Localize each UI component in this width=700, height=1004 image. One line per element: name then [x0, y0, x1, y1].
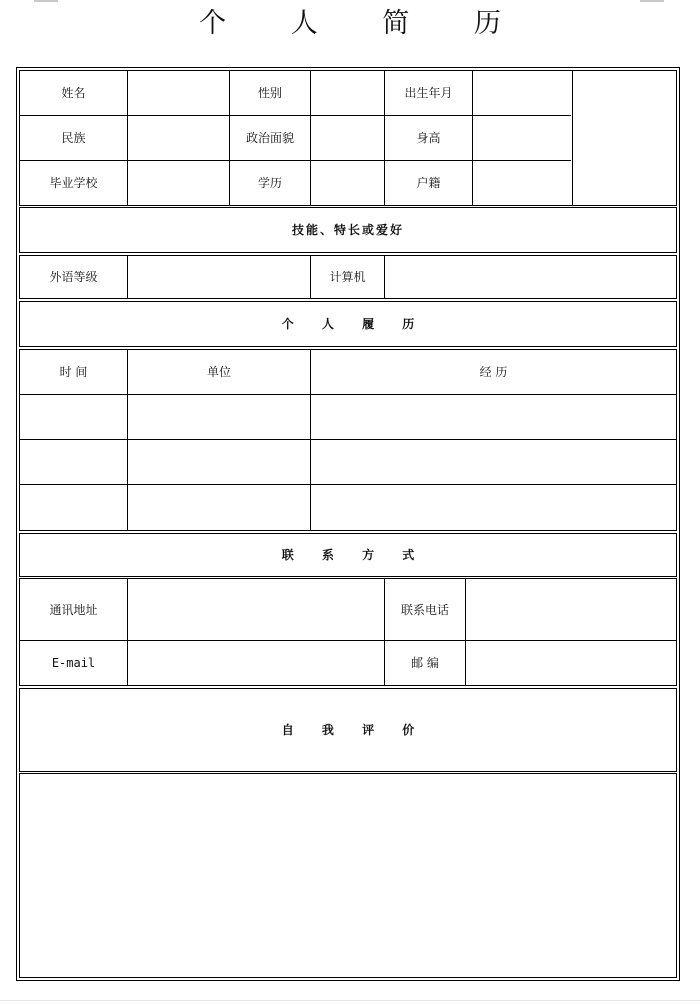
- postcode-field[interactable]: [466, 641, 676, 685]
- self-eval-header-box: [19, 688, 677, 772]
- ethnicity-field[interactable]: [128, 116, 229, 160]
- history-header: 个 人 履 历: [281, 317, 427, 331]
- gender-label: 性别: [257, 86, 282, 100]
- history-row-3-experience[interactable]: [311, 485, 676, 530]
- school-label: 毕业学校: [49, 176, 98, 190]
- school-field[interactable]: [128, 161, 229, 205]
- hukou-label: 户籍: [416, 176, 441, 190]
- language-label: 外语等级: [49, 270, 98, 284]
- birth-label: 出生年月: [404, 86, 453, 100]
- history-row-1-experience[interactable]: [311, 395, 676, 439]
- email-label: E-mail: [51, 656, 96, 670]
- education-field[interactable]: [311, 161, 384, 205]
- history-row-3-time[interactable]: [20, 485, 127, 530]
- name-label: 姓名: [61, 86, 86, 100]
- photo-box[interactable]: [573, 71, 676, 205]
- history-row-1-unit[interactable]: [128, 395, 310, 439]
- gender-field[interactable]: [311, 71, 384, 115]
- hukou-field[interactable]: [473, 161, 572, 205]
- history-table: [19, 349, 677, 531]
- contact-header-box: [19, 533, 677, 577]
- skills-row: [19, 255, 677, 299]
- language-field[interactable]: [128, 256, 310, 298]
- top-right-mark: [640, 0, 664, 2]
- name-field[interactable]: [128, 71, 229, 115]
- history-row-2-time[interactable]: [20, 440, 127, 484]
- address-field[interactable]: [128, 579, 384, 640]
- phone-label: 联系电话: [400, 602, 449, 617]
- political-field[interactable]: [311, 116, 384, 160]
- history-row-1-time[interactable]: [20, 395, 127, 439]
- ethnicity-label: 民族: [61, 131, 86, 145]
- history-row-2-unit[interactable]: [128, 440, 310, 484]
- self-eval-body[interactable]: [19, 773, 677, 978]
- basic-info-section: [19, 70, 677, 206]
- postcode-label: 邮 编: [411, 656, 439, 670]
- history-row-2-experience[interactable]: [311, 440, 676, 484]
- self-eval-header: 自 我 评 价: [281, 723, 427, 737]
- page-bottom-divider: [0, 1000, 700, 1001]
- computer-label: 计算机: [329, 270, 366, 284]
- contact-header: 联 系 方 式: [281, 548, 427, 562]
- history-row-3-unit[interactable]: [128, 485, 310, 530]
- email-field[interactable]: [128, 641, 384, 685]
- computer-field[interactable]: [385, 256, 676, 298]
- education-label: 学历: [257, 176, 282, 190]
- history-header-box: [19, 301, 677, 347]
- skills-header: 技能、特长或爱好: [291, 223, 404, 237]
- col-experience-header: 经 历: [479, 365, 508, 379]
- contact-table: [19, 578, 677, 686]
- page-title: 个 人 简 历: [199, 8, 529, 39]
- address-label: 通讯地址: [49, 602, 98, 617]
- height-label: 身高: [416, 131, 441, 145]
- skills-header-box: [19, 207, 677, 253]
- top-left-mark: [34, 0, 58, 2]
- col-time-header: 时 间: [59, 365, 88, 379]
- col-unit-header: 单位: [206, 365, 231, 379]
- phone-field[interactable]: [466, 579, 676, 640]
- political-label: 政治面貌: [245, 131, 294, 145]
- height-field[interactable]: [473, 116, 572, 160]
- birth-field[interactable]: [473, 71, 572, 115]
